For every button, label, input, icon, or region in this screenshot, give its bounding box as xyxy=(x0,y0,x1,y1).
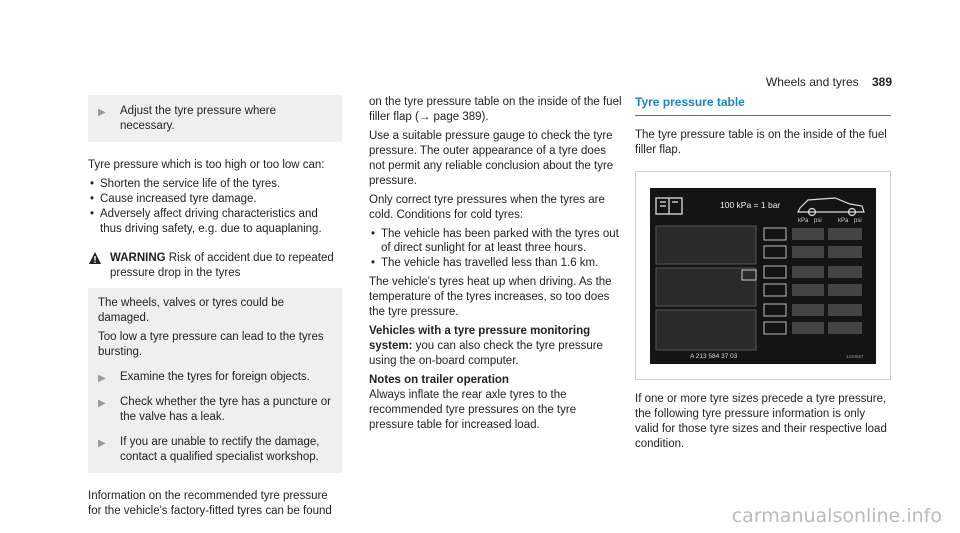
warning-box xyxy=(88,288,342,473)
arrow-icon: ▶ xyxy=(98,107,106,118)
paragraph: The tyre pressure table is on the inside of the fuel filler flap. xyxy=(635,128,887,156)
warning-label: WARNING xyxy=(110,251,166,264)
manual-book-icon xyxy=(656,198,682,214)
paragraph: Use a suitable pressure gauge to check the tyre pressure. The outer appearance of a tyre does not permit any reliable conclusion about the tyre pressure. xyxy=(369,129,614,187)
unit-label: 100 kPa = 1 bar xyxy=(720,200,781,211)
column-2 xyxy=(369,95,623,437)
paragraph: Too low a tyre pressure can lead to the tyres bursting. xyxy=(98,331,324,359)
warning-title: Risk of accident due to repeated pressure drop in the tyres xyxy=(110,251,334,279)
arrow-icon: ▶ xyxy=(98,398,106,410)
warning-icon xyxy=(88,251,102,265)
instruction-step xyxy=(98,435,332,465)
figure-number: 1234567 xyxy=(846,354,864,360)
paragraph: If one or more tyre sizes precede a tyre pressure, the following tyre pressure information is only valid for those tyre sizes and their respective load condition. xyxy=(635,393,887,451)
instruction-step xyxy=(98,395,332,425)
pressure-table xyxy=(656,226,862,350)
list-item: • The vehicle has been parked with the tyres out of direct sunlight for at least three hours. xyxy=(369,227,623,257)
paragraph: Information on the recommended tyre pressure for the vehicle's factory-fitted tyres can be found xyxy=(88,489,332,517)
tpms-paragraph xyxy=(369,324,623,369)
paragraph: Only correct tyre pressures when the tyres are cold. Conditions for cold tyres: xyxy=(369,193,605,221)
section-title: Tyre pressure table xyxy=(635,95,891,116)
column-3 xyxy=(635,95,891,456)
arrow-icon: ▶ xyxy=(98,438,106,450)
unit-psi: psi xyxy=(814,218,822,225)
warning-text xyxy=(110,251,342,281)
paragraph: The vehicle's tyres heat up when driving. As the temperature of the tyres increases, so too does the tyre pressure. xyxy=(369,276,612,319)
adjust-step-box xyxy=(88,95,342,142)
paragraph: Always inflate the rear axle tyres to the recommended tyre pressures on the tyre pressure table for increased load. xyxy=(369,388,577,431)
watermark: carmanualsonline.info xyxy=(731,505,942,528)
tpms-heading: Vehicles with a tyre pressure monitoring system: xyxy=(369,325,591,353)
step-text: Examine the tyres for foreign objects. xyxy=(120,371,310,384)
step-text: Check whether the tyre has a puncture or the valve has a leak. xyxy=(120,396,331,424)
column-1 xyxy=(88,95,342,523)
cold-tyre-list xyxy=(369,227,623,272)
warning-heading xyxy=(88,251,342,281)
arrow-icon: ▶ xyxy=(98,373,106,385)
unit-kpa: kPa xyxy=(838,218,849,225)
list-item: • Adversely affect driving characteristics and thus driving safety, e.g. due to aquaplaning. xyxy=(88,207,342,237)
label-graphic xyxy=(650,188,876,364)
step-text: If you are unable to rectify the damage, contact a qualified specialist workshop. xyxy=(120,436,320,463)
tpms-text: you can also check the tyre pressure using the on-board computer. xyxy=(369,340,603,367)
instruction-step xyxy=(98,104,332,134)
part-number: A 213 584 37 03 xyxy=(690,353,738,361)
step-text: Adjust the tyre pressure where necessary. xyxy=(120,105,276,132)
car-icon xyxy=(798,198,864,216)
unit-kpa: kPa xyxy=(798,218,809,225)
instruction-step xyxy=(98,370,332,385)
list-item: • The vehicle has travelled less than 1.6 km. xyxy=(369,256,623,271)
page-number: 389 xyxy=(871,75,892,89)
effects-list xyxy=(88,177,342,237)
tyre-pressure-figure xyxy=(635,171,891,380)
section-name: Wheels and tyres xyxy=(765,75,859,89)
unit-psi: psi xyxy=(854,218,862,225)
paragraph: Tyre pressure which is too high or too low can: xyxy=(88,158,325,171)
list-item: • Cause increased tyre damage. xyxy=(88,192,342,207)
trailer-heading: Notes on trailer operation xyxy=(369,373,509,386)
page-header xyxy=(766,75,892,91)
paragraph: on the tyre pressure table on the inside of the fuel filler flap (→ page 389). xyxy=(369,96,622,123)
list-item: • Shorten the service life of the tyres. xyxy=(88,177,342,192)
paragraph: The wheels, valves or tyres could be damaged. xyxy=(98,297,285,325)
tyre-pressure-label xyxy=(650,188,876,364)
